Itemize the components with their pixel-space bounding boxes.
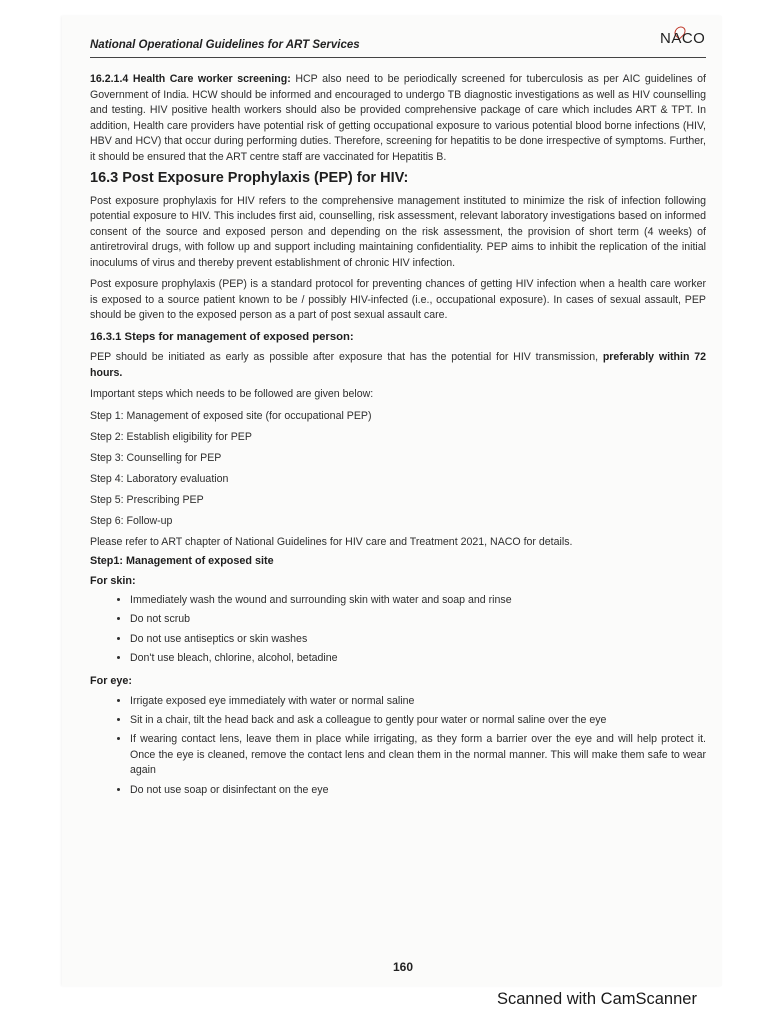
list-item: • Do not scrub [130, 612, 706, 628]
list-item: Step 6: Follow-up [90, 514, 173, 527]
step1-heading: Step1: Management of exposed site [90, 555, 274, 567]
steps-heading: 16.3.1 Steps for management of exposed person: [90, 330, 354, 343]
header-title: National Operational Guidelines for ART Services [90, 39, 360, 51]
list-item: • If wearing contact lens, leave them in place while irrigating, as they form a barrier over the eye and will help protect it. Once the eye is cleaned, remove the contact lens and clean them in the normal manner. This will make them safe to wear again [130, 732, 706, 779]
eye-label: For eye: [90, 675, 133, 688]
important-steps-intro: Important steps which needs to be followed are given below: [90, 388, 374, 400]
pep-timing-text: PEP should be initiated as early as possible after exposure that has the potential for HIV transmission, [90, 351, 603, 363]
list-item: Step 3: Counselling for PEP [90, 451, 222, 464]
list-item: Step 2: Establish eligibility for PEP [90, 430, 252, 443]
list-item: • Immediately wash the wound and surrounding skin with water and soap and rinse [130, 593, 706, 609]
refer-paragraph: Please refer to ART chapter of National Guidelines for HIV care and Treatment 2021, NACO for details. [90, 535, 573, 548]
pep-paragraph-2: Post exposure prophylaxis (PEP) is a standard protocol for preventing chances of getting HIV infection when a health care worker is exposed to a source patient known to be / possibly HIV-infected (i.e., occupational exposure). In cases of sexual assault, PEP should be given to the exposed person as a part of post sexual assault care. [90, 278, 706, 321]
list-item: • Do not use soap or disinfectant on the eye [130, 783, 706, 799]
list-item: Step 5: Prescribing PEP [90, 493, 204, 506]
steps-list [90, 409, 706, 530]
skin-list [90, 593, 706, 666]
pep-timing-paragraph [90, 350, 706, 381]
list-item: • Do not use antiseptics or skin washes [130, 632, 706, 648]
pep-section-heading: 16.3 Post Exposure Prophylaxis (PEP) for HIV: [90, 170, 409, 186]
list-item: • Irrigate exposed eye immediately with water or normal saline [130, 694, 706, 710]
hcw-screening-text: HCP also need to be periodically screened for tuberculosis as per AIC guidelines of Government of India. HCW should be informed and encouraged to undergo TB diagnostic investigations as well as HIV counselling and testing. HIV positive health workers should also be provided comprehensive package of care which includes ART & TPT. In addition, Health care providers have potential risk of getting occupational exposure to various potential blood borne infections (HIV, HBV and HCV) that occur during performing duties. Therefore, screening for hepatitis to be done irrespective of symptoms. Further, it should be ensured that the ART centre staff are vaccinated for Hepatitis B. [90, 73, 706, 163]
hcw-screening-heading: 16.2.1.4 Health Care worker screening: [90, 73, 291, 85]
camscanner-watermark: Scanned with CamScanner [497, 990, 697, 1008]
pep-paragraph-1: Post exposure prophylaxis for HIV refers to the comprehensive management instituted to minimize the risk of infection following potential exposure to HIV. This includes first aid, counselling, risk assessment, relevant laboratory investigations based on informed consent of the source and exposed person and depending on the risk assessment, the provision of short term (4 weeks) of antiretroviral drugs, with follow up and support including maintaining confidentiality. PEP aims to inhibit the replication of the initial inoculums of virus and thereby prevent establishment of chronic HIV infection. [90, 194, 706, 269]
list-item: Step 1: Management of exposed site (for occupational PEP) [90, 409, 372, 422]
pep-timing-bold: preferably within 72 hours. [90, 351, 707, 379]
skin-label: For skin: [90, 574, 136, 587]
page-number: 160 [393, 960, 414, 974]
header-divider [90, 57, 706, 58]
page-body [90, 72, 706, 806]
hcw-screening-paragraph [90, 72, 706, 165]
list-item: Step 4: Laboratory evaluation [90, 472, 229, 485]
list-item: • Don't use bleach, chlorine, alcohol, betadine [130, 651, 706, 667]
naco-logo: NACO [660, 30, 706, 47]
page-header [90, 30, 710, 60]
list-item: • Sit in a chair, tilt the head back and ask a colleague to gently pour water or normal saline over the eye [130, 713, 706, 729]
eye-list [90, 694, 706, 798]
